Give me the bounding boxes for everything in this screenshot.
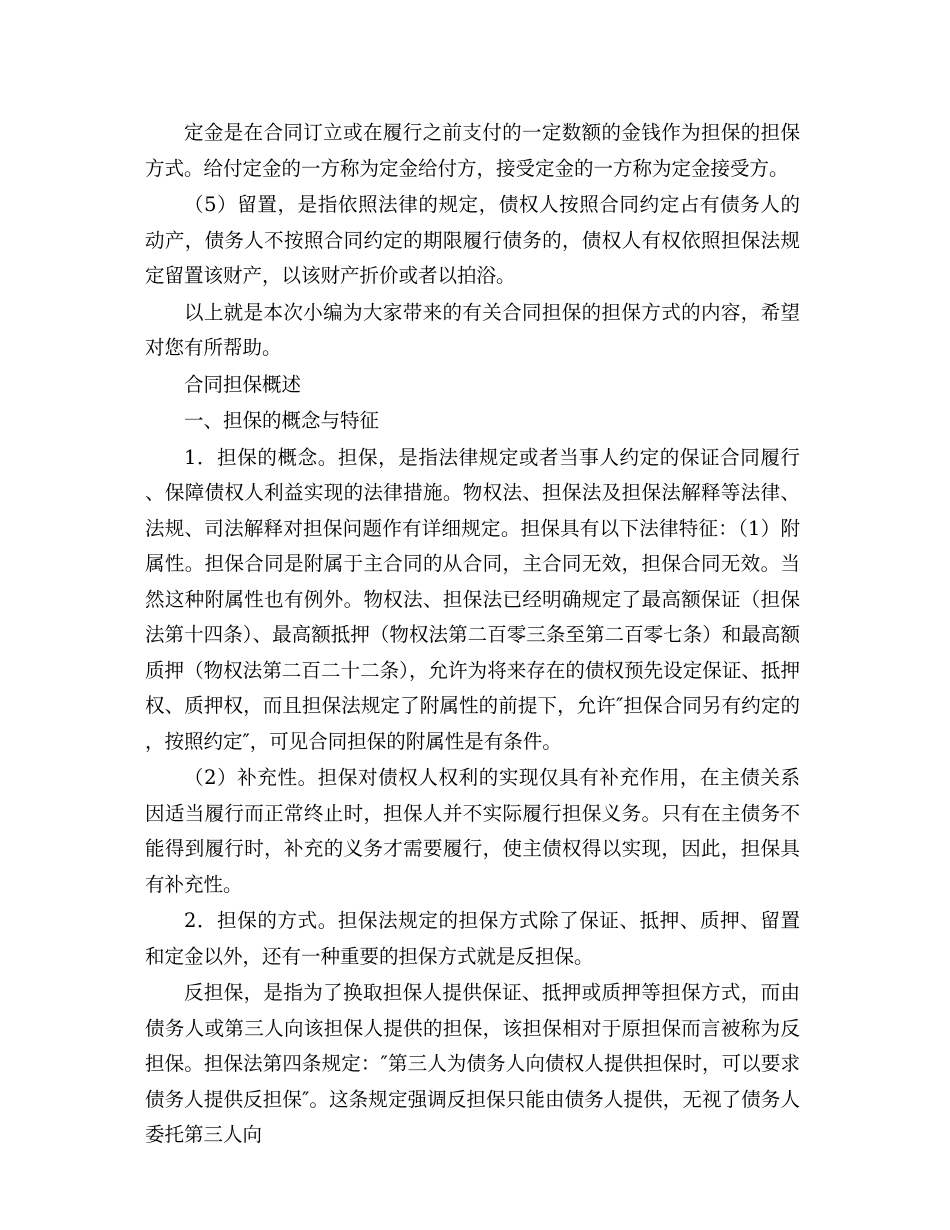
paragraph-guarantee-concept: 1．担保的概念。担保，是指法律规定或者当事人约定的保证合同履行、保障债权人利益实现的法律措施。物权法、担保法及担保法解释等法律、法规、司法解释对担保问题作有详细规定。担保具有以下法律特征：（1）附属性。担保合同是附属于主合同的从合同，主合同无效，担保合同无效。当然这种附属性也有例外。物权法、担保法已经明确规定了最高额保证（担保法第十四条）、最高额抵押（物权法第二百零三条至第二百零七条）和最高额质押（物权法第二百二十二条），允许为将来存在的债权预先设定保证、抵押权、质押权，而且担保法规定了附属性的前提下，允许″担保合同另有约定的，按照约定″，可见合同担保的附属性是有条件。	[145, 445, 800, 753]
paragraph-lien: （5）留置，是指依照法律的规定，债权人按照合同约定占有债务人的动产，债务人不按照合同约定的期限履行债务的，债权人有权依照担保法规定留置该财产，以该财产折价或者以拍浴。	[145, 193, 800, 287]
section-heading-overview: 合同担保概述	[184, 372, 302, 396]
paragraph-deposit-definition: 定金是在合同订立或在履行之前支付的一定数额的金钱作为担保的担保方式。给付定金的一方称为定金给付方，接受定金的一方称为定金接受方。	[145, 121, 800, 180]
paragraph-guarantee-methods: 2．担保的方式。担保法规定的担保方式除了保证、抵押、质押、留置和定金以外，还有一种重要的担保方式就是反担保。	[145, 909, 800, 968]
document-body	[145, 115, 800, 1154]
section-heading-concept: 一、担保的概念与特征	[184, 409, 380, 432]
paragraph-closing-note: 以上就是本次小编为大家带来的有关合同担保的担保方式的内容，希望对您有所帮助。	[145, 300, 800, 359]
paragraph-counter-guarantee: 反担保，是指为了换取担保人提供保证、抵押或质押等担保方式，而由债务人或第三人向该担保人提供的担保，该担保相对于原担保而言被称为反担保。担保法第四条规定：″第三人为债务人向债权人提供担保时，可以要求债务人提供反担保″。这条规定强调反担保只能由债务人提供，无视了债务人委托第三人向	[145, 981, 800, 1146]
paragraph-supplementary: （2）补充性。担保对债权人权利的实现仅具有补充作用，在主债关系因适当履行而正常终止时，担保人并不实际履行担保义务。只有在主债务不能得到履行时，补充的义务才需要履行，使主债权得以实现，因此，担保具有补充性。	[145, 766, 800, 896]
